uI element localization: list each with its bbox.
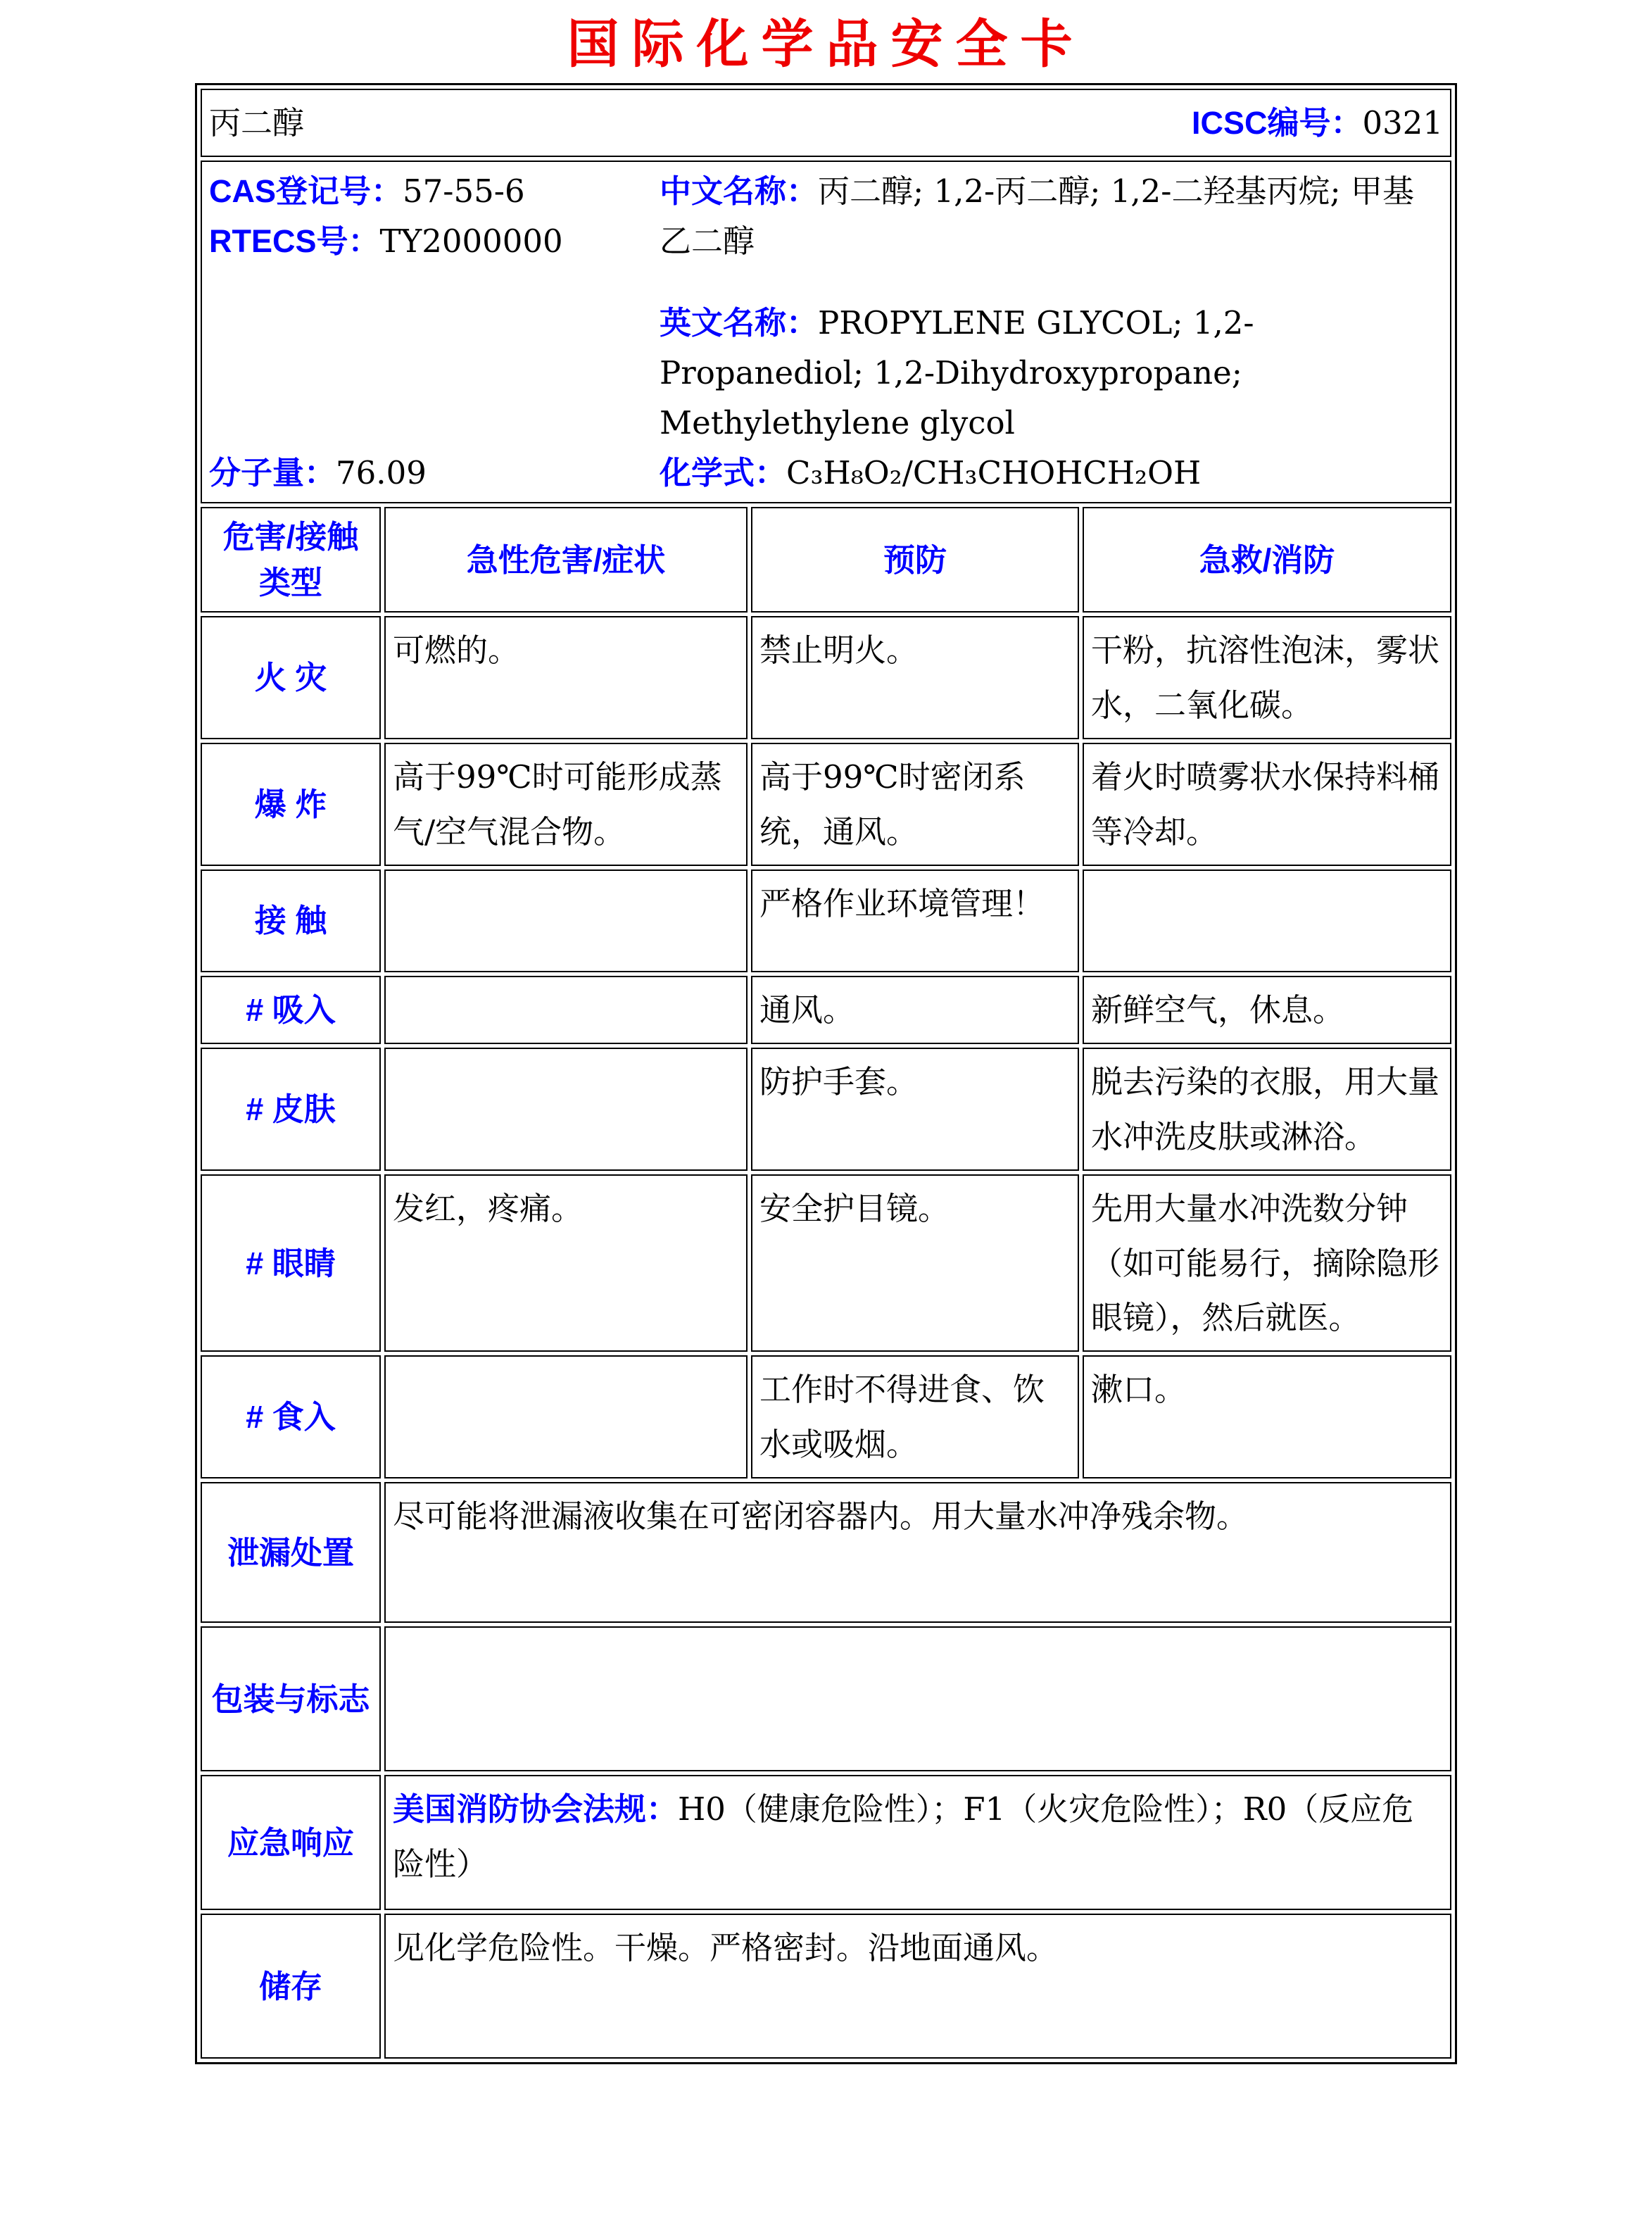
row-label-emergency-response: 应急响应 (201, 1775, 381, 1910)
cas-label: CAS登记号： (209, 173, 403, 210)
explosion-firstaid-cell: 着火时喷雾状水保持料桶等冷却。 (1083, 743, 1451, 866)
skin-hazard-cell (384, 1048, 748, 1171)
english-name-block (660, 298, 1443, 448)
explosion-prevention-cell: 高于99℃时密闭系统，通风。 (751, 743, 1079, 866)
inhalation-firstaid-cell: 新鲜空气，休息。 (1083, 976, 1451, 1044)
col-header-prevention: 预防 (751, 507, 1079, 613)
explosion-hazard-cell: 高于99℃时可能形成蒸气/空气混合物。 (384, 743, 748, 866)
rtecs-label: RTECS号： (209, 223, 380, 260)
eyes-prevention-cell: 安全护目镜。 (751, 1174, 1079, 1352)
storage-content-cell: 见化学危险性。干燥。严格密封。沿地面通风。 (384, 1914, 1451, 2059)
row-skin (201, 1048, 1451, 1171)
substance-name: 丙二醇 (209, 104, 305, 142)
row-label-ingestion: # 食入 (201, 1355, 381, 1478)
col-header-firstaid: 急救/消防 (1083, 507, 1451, 613)
identity-cell (201, 161, 1451, 503)
column-header-row (201, 507, 1451, 613)
row-storage (201, 1914, 1451, 2059)
card-header-row (201, 89, 1451, 157)
row-label-eyes: # 眼睛 (201, 1174, 381, 1352)
rtecs-line (209, 216, 660, 266)
eyes-hazard-cell: 发红，疼痛。 (384, 1174, 748, 1352)
icsc-number: 0321 (1362, 104, 1443, 142)
row-label-skin: # 皮肤 (201, 1048, 381, 1171)
col-header-hazard: 急性危害/症状 (384, 507, 748, 613)
skin-prevention-cell: 防护手套。 (751, 1048, 1079, 1171)
contact-hazard-cell (384, 869, 748, 972)
col-header-type-line1: 危害/接触 (222, 518, 359, 555)
nfpa-code-value: H0（健康危险性）；F1（火灾危险性）；R0（反应危险性） (393, 1790, 1414, 1883)
row-emergency-response (201, 1775, 1451, 1910)
card-header-cell (201, 89, 1451, 157)
chinese-name-block (660, 166, 1443, 266)
row-fire (201, 616, 1451, 739)
fire-hazard-cell: 可燃的。 (384, 616, 748, 739)
rtecs-value: TY2000000 (379, 222, 563, 260)
page-title: 国际化学品安全卡 (567, 14, 1085, 75)
skin-firstaid-cell: 脱去污染的衣服，用大量水冲洗皮肤或淋浴。 (1083, 1048, 1451, 1171)
eyes-firstaid-cell: 先用大量水冲洗数分钟（如可能易行，摘除隐形眼镜），然后就医。 (1083, 1174, 1451, 1352)
formula-label: 化学式： (660, 454, 787, 491)
molecular-weight-line (209, 448, 660, 498)
molecular-weight-value: 76.09 (336, 453, 427, 491)
spill-disposal-content-cell: 尽可能将泄漏液收集在可密闭容器内。用大量水冲净残余物。 (384, 1482, 1451, 1623)
row-label-spill-disposal: 泄漏处置 (201, 1482, 381, 1623)
icsc-number-group (1192, 96, 1443, 150)
row-contact (201, 869, 1451, 972)
cas-line (209, 166, 660, 216)
fire-firstaid-cell: 干粉，抗溶性泡沫，雾状水，二氧化碳。 (1083, 616, 1451, 739)
inhalation-hazard-cell (384, 976, 748, 1044)
row-label-explosion: 爆 炸 (201, 743, 381, 866)
icsc-card-table (195, 83, 1457, 2064)
row-eyes (201, 1174, 1451, 1352)
row-ingestion (201, 1355, 1451, 1478)
row-label-fire: 火 灾 (201, 616, 381, 739)
row-label-storage: 储存 (201, 1914, 381, 2059)
contact-prevention-cell: 严格作业环境管理！ (751, 869, 1079, 972)
row-packaging-labelling (201, 1626, 1451, 1771)
chinese-name-label: 中文名称： (660, 173, 819, 210)
chinese-name-value: 丙二醇; 1,2-丙二醇; 1,2-二羟基丙烷; 甲基乙二醇 (660, 172, 1414, 260)
packaging-labelling-content-cell (384, 1626, 1451, 1771)
english-name-value: PROPYLENE GLYCOL; 1,2-Propanediol; 1,2-Dihydroxypropane; Methylethylene glycol (660, 303, 1254, 441)
row-label-inhalation: # 吸入 (201, 976, 381, 1044)
ingestion-hazard-cell (384, 1355, 748, 1478)
formula-value: C₃H₈O₂/CH₃CHOHCH₂OH (786, 453, 1202, 491)
identity-row (201, 161, 1451, 503)
row-inhalation (201, 976, 1451, 1044)
fire-prevention-cell: 禁止明火。 (751, 616, 1079, 739)
emergency-response-content-cell (384, 1775, 1451, 1910)
col-header-type-line2: 类型 (258, 565, 322, 601)
formula-line (660, 448, 1443, 498)
ingestion-prevention-cell: 工作时不得进食、饮水或吸烟。 (751, 1355, 1079, 1478)
row-label-contact: 接 触 (201, 869, 381, 972)
row-explosion (201, 743, 1451, 866)
contact-firstaid-cell (1083, 869, 1451, 972)
ingestion-firstaid-cell: 漱口。 (1083, 1355, 1451, 1478)
inhalation-prevention-cell: 通风。 (751, 976, 1079, 1044)
icsc-label: ICSC编号： (1191, 105, 1363, 141)
nfpa-code-label: 美国消防协会法规： (393, 1791, 679, 1828)
english-name-label: 英文名称： (660, 304, 819, 341)
identity-left-spacer (209, 267, 660, 448)
row-label-packaging-labelling: 包装与标志 (201, 1626, 381, 1771)
molecular-weight-label: 分子量： (209, 454, 336, 491)
col-header-type (201, 507, 381, 613)
row-spill-disposal (201, 1482, 1451, 1623)
cas-value: 57-55-6 (403, 172, 525, 211)
